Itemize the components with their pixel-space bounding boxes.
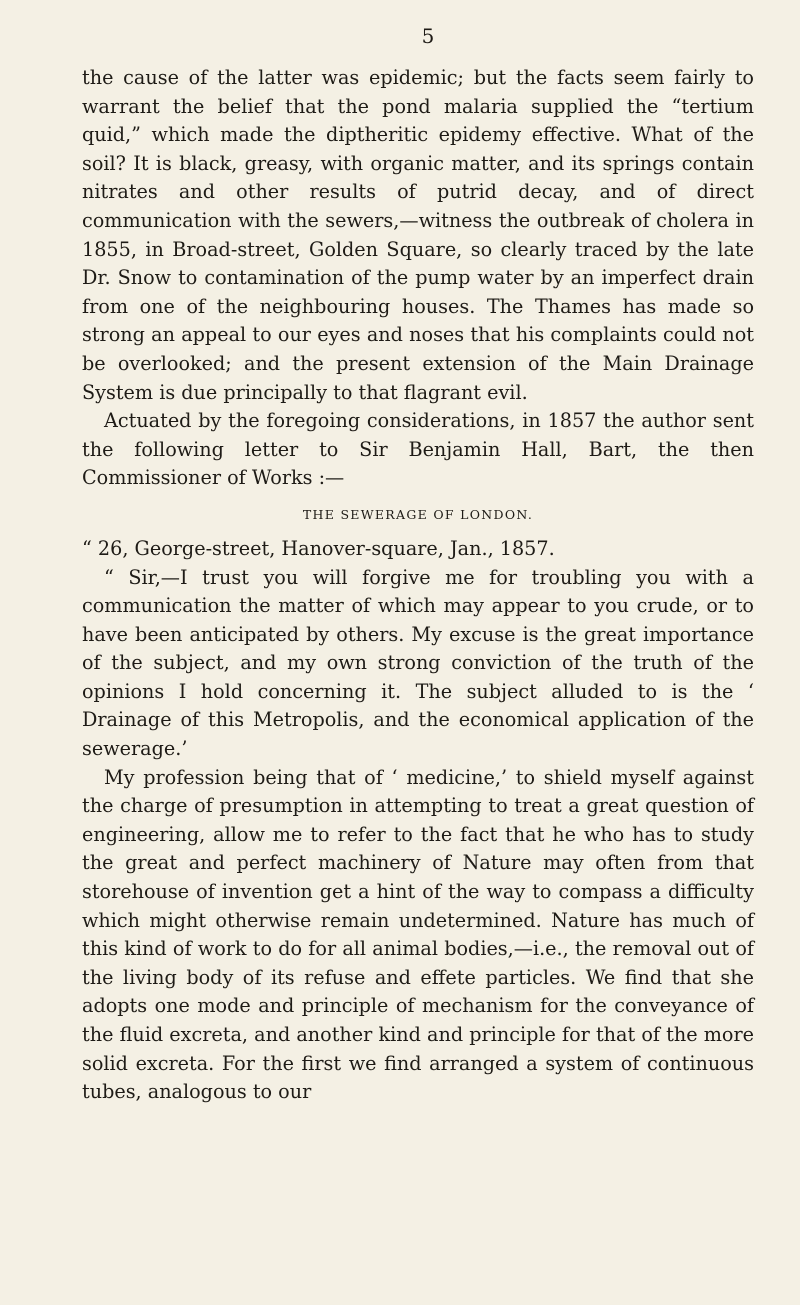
letter-paragraph-salutation: “ Sir,—I trust you will forgive me for troubling you with a communication the matter of which may appear to you crude, or to have been anticipated by others. My excuse is the great importance of the subject, and my own strong conviction of the truth of the opinions I hold concerning it. The subject alluded to is the ‘ Drainage of this Metropolis, and the economical application of the sewerage.’ [82, 565, 754, 761]
paragraph-cause-of-epidemic: the cause of the latter was epidemic; but the facts seem fairly to warrant the belief that the pond malaria supplied the “tertium quid,” which made the diptheritic epidemy effective. What of the soil? It is black, greasy, with organic matter, and its springs contain nitrates and other results of putrid decay, and of direct communication with the sewers,—witness the outbreak of cholera in 1855, in Broad-street, Golden Square, so clearly traced by the late Dr. Snow to contamination of the pump water by an imperfect drain from one of the neighbouring houses. The Thames has made so strong an appeal to our eyes and noses that his complaints could not be overlooked; and the present extension of the Main Drainage System is due principally to that flagrant evil. [82, 66, 754, 404]
page-number: 5 [421, 24, 435, 48]
letter-paragraph-profession: My profession being that of ‘ medicine,’ to shield myself against the charge of presumption in attempting to treat a great question of engineering, allow me to refer to the fact that he who has to study the great and perfect machinery of Nature may often from that storehouse of invention get a hint of the way to compass a difficulty which might otherwise remain undetermined. Nature has much of this kind of work to do for all animal bodies,—i.e., the removal out of the living body of its refuse and effete particles. We find that she adopts one mode and principle of mechanism for the conveyance of the fluid excreta, and another kind and principle for that of the more solid excreta. For the first we find arranged a system of continuous tubes, analogous to our [82, 765, 754, 1104]
letter-address: “ 26, George-street, Hanover-square, Jan., 1857. [82, 536, 555, 560]
paragraph-letter-intro: Actuated by the foregoing considerations, in 1857 the author sent the following letter to Sir Benjamin Hall, Bart, the then Commissioner of Works :— [82, 409, 754, 490]
book-page [82, 22, 754, 1107]
section-heading: THE SEWERAGE OF LONDON. [302, 506, 534, 522]
